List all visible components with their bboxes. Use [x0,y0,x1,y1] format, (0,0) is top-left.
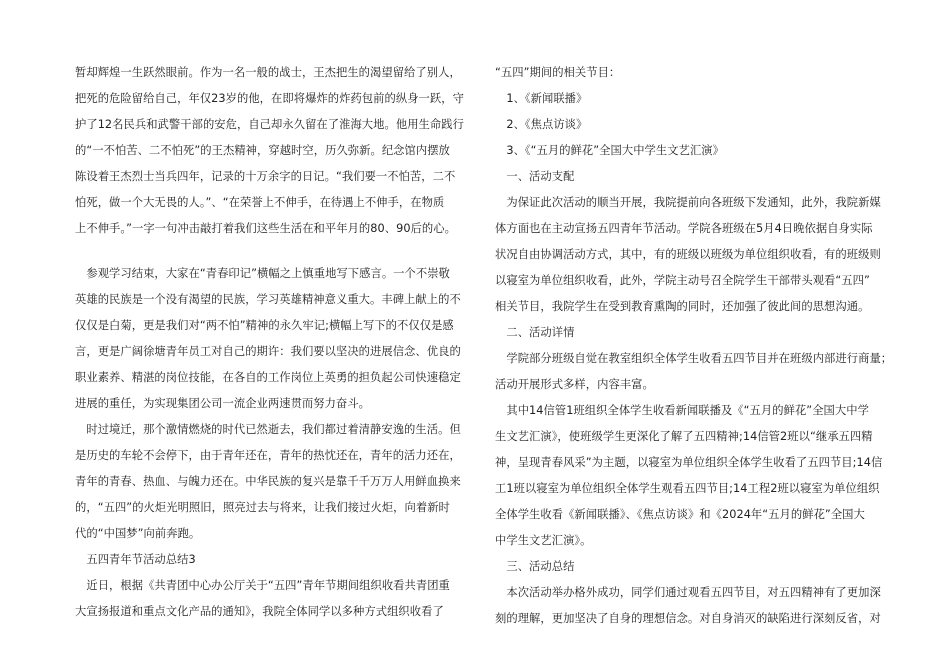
text-line: 大宣扬报道和重点文化产品的通知》，我院全体同学以多种方式组织收看了 [75,605,444,618]
text-line: 参观学习结束，大家在“青春印记”横幅之上慎重地写下感言。一个不崇敬 [75,267,450,280]
text-line: 是历史的车轮不会停下，由于青年还在，青年的热忱还在，青年的活力还在， [75,449,461,462]
paragraph-class-activities [495,398,895,554]
text-line: “五四”期间的相关节目： [495,66,621,79]
paragraph-youth-spirit [75,417,480,547]
text-line: 体方面也在主动宣扬五四青年节活动。学院各班级在5月4日晚依据自身实际 [495,222,873,235]
text-line: 进展的重任，为实现集团公司一流企业两速贯而努力奋斗。 [75,397,371,410]
text-line: 其中14信管1班组织全体学生收看新闻联播及《“五月的鲜花”全国大中学 [495,404,869,417]
text-line: 本次活动举办格外成功，同学们通过观看五四节目，对五四精神有了更加深 [495,586,881,599]
paragraph-wang-jie-story [75,60,480,242]
paragraph-reflections [75,261,480,417]
text-line: 英雄的民族是一个没有渴望的民族，学习英雄精神意义重大。丰碑上献上的不 [75,293,461,306]
paragraph-gap [75,242,480,261]
program-list [495,86,895,164]
text-line: 近日，根据《共青团中心办公厅关于“五四”青年节期间组织收看共青团重 [75,579,450,592]
paragraph-details [495,346,895,398]
text-line: 上不伸手。”一字一句冲击敲打着我们这些生活在和平年月的80、90后的心。 [75,222,456,235]
text-line: 仅仅是白菊，更是我们对“两不怕”精神的永久牢记;横幅上写下的不仅仅是感 [75,319,454,332]
text-line: 为保证此次活动的顺当开展，我院提前向各班级下发通知，此外，我院新媒 [495,196,881,209]
text-line: 中学生文艺汇演》。 [495,534,592,547]
text-line: 暂却辉煌一生跃然眼前。作为一名一般的战士，王杰把生的渴望留给了别人， [75,66,461,79]
text-line: 代的“中国梦”向前奔跑。 [75,527,201,540]
text-line: 把死的危险留给自己，年仅23岁的他，在即将爆炸的炸药包前的纵身一跃，守 [75,92,464,105]
text-line: 神，呈现青春风采”为主题，以寝室为单位组织全体学生收看了五四节目;14信 [495,456,883,469]
text-line: 青年的青春、热血、与魄力还在。中华民族的复兴是靠千千万万人用鲜血换来 [75,475,461,488]
text-line: 护了12名民兵和武警干部的安危，自己却永久留在了淮海大地。他用生命践行 [75,118,464,131]
text-line: 时过境迁，那个激情燃烧的时代已然逝去，我们都过着清静安逸的生活。但 [75,423,461,436]
text-line: 活动开展形式多样，内容丰富。 [495,378,654,391]
right-column [495,60,895,632]
text-line: 以寝室为单位组织收看，此外，学院主动号召全院学生干部带头观看“五四” [495,274,870,287]
text-line: 怕死，做一个大无畏的人。”、“在荣誉上不伸手，在待遇上不伸手，在物质 [75,196,445,209]
text-line: 状况自由协调活动方式，其中，有的班级以班级为单位组织收看，有的班级则 [495,248,881,261]
text-line: 相关节目，我院学生在受到教育熏陶的同时，还加强了彼此间的思想沟通。 [495,300,870,313]
text-line: 学院部分班级自觉在教室组织全体学生收看五四节目并在班级内部进行商量； [495,352,893,365]
text-line: 陈设着王杰烈士当兵四年，记录的十万余字的日记。“我们要一不怕苦，二不 [75,170,456,183]
section-heading: 二、活动详情 [495,326,575,339]
section-heading: 五四青年节活动总结3 [75,553,196,566]
text-line: 工1班以寝室为单位组织全体学生观看五四节目;14工程2班以寝室为单位组织 [495,482,880,495]
text-line: 全体学生收看《新闻联播》、《焦点访谈》和《2024年“五月的鲜花”全国大 [495,508,865,521]
section-heading: 三、活动总结 [495,560,575,573]
text-line: 的，“五四”的火炬光明照旧，照亮过去与将来，让我们接过火炬，向着新时 [75,501,450,514]
text-line: 刻的理解，更加坚决了自身的理想信念。对自身消灭的缺陷进行深刻反省，对 [495,612,881,625]
paragraph-notice [75,573,480,625]
list-item: 3、《“五月的鲜花”全国大中学生文艺汇演》 [495,144,724,157]
paragraph-arrangement [495,190,895,320]
list-item: 2、《焦点访谈》 [495,118,588,131]
section-heading: 一、活动支配 [495,170,575,183]
list-item: 1、《新闻联播》 [495,92,588,105]
text-line: 言，更是广阔徐塘青年员工对自己的期许：我们要以坚决的进展信念、优良的 [75,345,461,358]
text-line: 职业素养、精湛的岗位技能，在各自的工作岗位上英勇的担负起公司快速稳定 [75,371,461,384]
paragraph-summary [495,580,895,632]
left-column [75,60,480,625]
text-line: 的“一不怕苦、二不怕死”的王杰精神，穿越时空，历久弥新。纪念馆内摆放 [75,144,450,157]
text-line: 生文艺汇演》，使班级学生更深化了解了五四精神;14信管2班以“继承五四精 [495,430,873,443]
